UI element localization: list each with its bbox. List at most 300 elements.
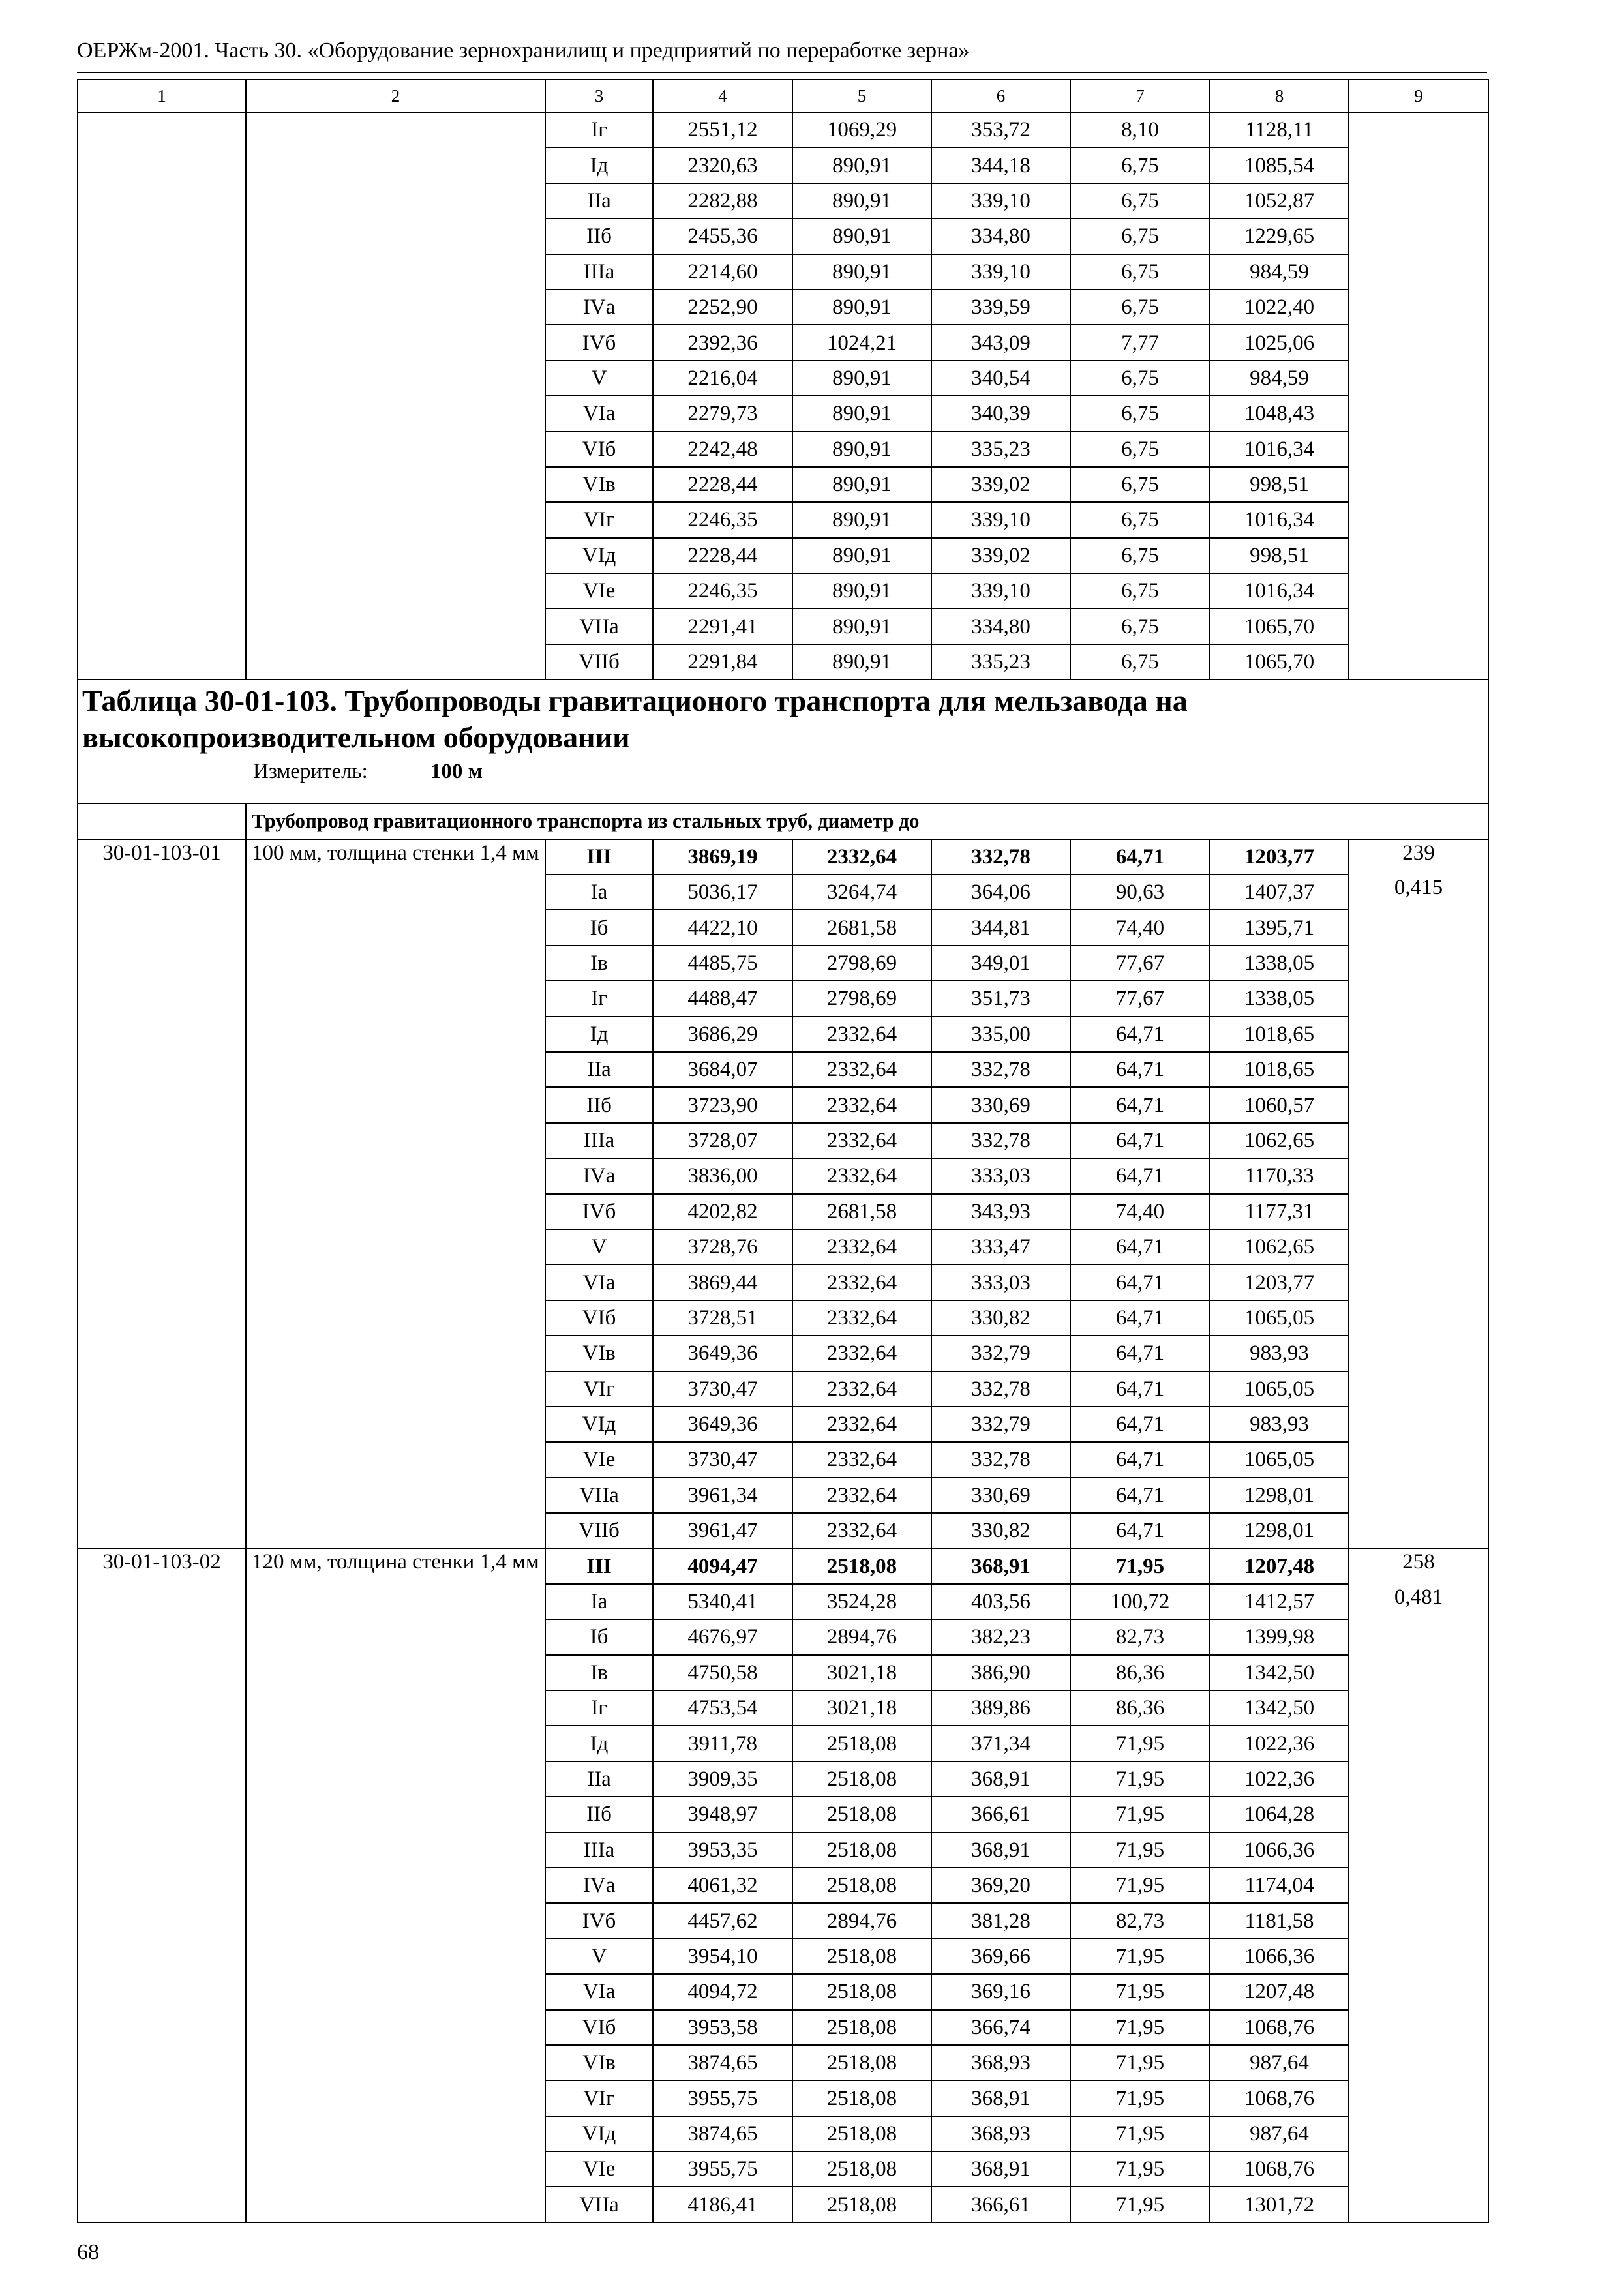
group-cell: VIв xyxy=(545,2045,653,2080)
driver-wages-cell: 6,75 xyxy=(1070,502,1210,537)
materials-cell: 1064,28 xyxy=(1210,1797,1349,1832)
materials-cell: 1065,05 xyxy=(1210,1442,1349,1477)
machines-cell: 371,34 xyxy=(931,1726,1070,1761)
driver-wages-cell: 6,75 xyxy=(1070,183,1210,218)
driver-wages-cell: 64,71 xyxy=(1070,1478,1210,1513)
total-cost-cell: 2392,36 xyxy=(653,325,792,360)
materials-cell: 1060,57 xyxy=(1210,1087,1349,1122)
total-cost-cell: 2242,48 xyxy=(653,432,792,467)
item-code: 30-01-103-01 xyxy=(78,839,246,1549)
driver-wages-cell: 8,10 xyxy=(1070,112,1210,147)
total-cost-cell: 5340,41 xyxy=(653,1584,792,1619)
materials-cell: 1407,37 xyxy=(1210,875,1349,910)
driver-wages-cell: 71,95 xyxy=(1070,2080,1210,2116)
materials-cell: 1068,76 xyxy=(1210,2151,1349,2187)
subheading: Трубопровод гравитационного транспорта из стальных труб, диаметр до xyxy=(246,803,1488,839)
total-cost-cell: 3953,35 xyxy=(653,1833,792,1868)
total-cost-cell: 2214,60 xyxy=(653,254,792,290)
labor-hours-cell: 239 xyxy=(1349,839,1488,875)
driver-wages-cell: 82,73 xyxy=(1070,1619,1210,1654)
materials-cell: 1207,48 xyxy=(1210,1974,1349,2009)
total-cost-cell: 3869,44 xyxy=(653,1264,792,1300)
materials-cell: 987,64 xyxy=(1210,2116,1349,2151)
total-cost-cell: 4457,62 xyxy=(653,1903,792,1938)
wages-cell: 2798,69 xyxy=(792,946,931,981)
materials-cell: 1177,31 xyxy=(1210,1194,1349,1229)
machinist-hours-cell: 0,415 xyxy=(1349,875,1488,1548)
wages-cell: 2332,64 xyxy=(792,1087,931,1122)
wages-cell: 3021,18 xyxy=(792,1655,931,1690)
driver-wages-cell: 64,71 xyxy=(1070,1371,1210,1407)
materials-cell: 1052,87 xyxy=(1210,183,1349,218)
wages-cell: 2518,08 xyxy=(792,2080,931,2116)
machines-cell: 330,82 xyxy=(931,1513,1070,1548)
materials-cell: 1016,34 xyxy=(1210,432,1349,467)
header-divider xyxy=(77,72,1487,73)
total-cost-cell: 2455,36 xyxy=(653,218,792,254)
wages-cell: 2518,08 xyxy=(792,2116,931,2151)
wages-cell: 890,91 xyxy=(792,432,931,467)
materials-cell: 1022,36 xyxy=(1210,1726,1349,1761)
total-cost-cell: 2291,41 xyxy=(653,608,792,644)
driver-wages-cell: 71,95 xyxy=(1070,1833,1210,1868)
total-cost-cell: 3911,78 xyxy=(653,1726,792,1761)
table-row xyxy=(78,112,1488,147)
total-cost-cell: 3961,47 xyxy=(653,1513,792,1548)
machines-cell: 386,90 xyxy=(931,1655,1070,1690)
total-cost-cell: 4422,10 xyxy=(653,910,792,945)
machines-cell: 332,79 xyxy=(931,1336,1070,1371)
machines-cell: 330,69 xyxy=(931,1478,1070,1513)
group-cell: Iа xyxy=(545,875,653,910)
total-cost-cell: 3955,75 xyxy=(653,2080,792,2116)
total-cost-cell: 3728,07 xyxy=(653,1123,792,1158)
total-cost-cell: 4488,47 xyxy=(653,981,792,1016)
group-cell: VIIб xyxy=(545,644,653,680)
materials-cell: 1412,57 xyxy=(1210,1584,1349,1619)
wages-cell: 2332,64 xyxy=(792,839,931,875)
wages-cell: 2681,58 xyxy=(792,1194,931,1229)
group-cell: Iг xyxy=(545,981,653,1016)
wages-cell: 2332,64 xyxy=(792,1264,931,1300)
column-number: 8 xyxy=(1210,80,1349,112)
total-cost-cell: 3649,36 xyxy=(653,1407,792,1442)
machines-cell: 332,78 xyxy=(931,839,1070,875)
machines-cell: 364,06 xyxy=(931,875,1070,910)
machines-cell: 335,23 xyxy=(931,644,1070,680)
machines-cell: 343,09 xyxy=(931,325,1070,360)
group-cell: V xyxy=(545,1939,653,1974)
materials-cell: 1338,05 xyxy=(1210,981,1349,1016)
machines-cell: 335,23 xyxy=(931,432,1070,467)
driver-wages-cell: 64,71 xyxy=(1070,1123,1210,1158)
driver-wages-cell: 90,63 xyxy=(1070,875,1210,910)
unit-line xyxy=(82,757,1484,786)
group-cell: VIд xyxy=(545,2116,653,2151)
group-cell: IVа xyxy=(545,1868,653,1903)
group-cell: VIб xyxy=(545,432,653,467)
wages-cell: 2798,69 xyxy=(792,981,931,1016)
table-body xyxy=(78,80,1488,2222)
total-cost-cell: 4094,72 xyxy=(653,1974,792,2009)
wages-cell: 2332,64 xyxy=(792,1158,931,1193)
group-cell: VIа xyxy=(545,1264,653,1300)
driver-wages-cell: 64,71 xyxy=(1070,1087,1210,1122)
materials-cell: 1068,76 xyxy=(1210,2010,1349,2045)
wages-cell: 2332,64 xyxy=(792,1336,931,1371)
driver-wages-cell: 64,71 xyxy=(1070,1300,1210,1336)
wages-cell: 2332,64 xyxy=(792,1371,931,1407)
materials-cell: 1181,58 xyxy=(1210,1903,1349,1938)
table-title-row xyxy=(78,680,1488,803)
subheading-row xyxy=(78,803,1488,839)
group-cell: VIг xyxy=(545,2080,653,2116)
driver-wages-cell: 64,71 xyxy=(1070,1229,1210,1264)
materials-cell: 984,59 xyxy=(1210,254,1349,290)
wages-cell: 3524,28 xyxy=(792,1584,931,1619)
group-cell: IIIа xyxy=(545,254,653,290)
total-cost-cell: 4094,47 xyxy=(653,1548,792,1583)
machines-cell: 339,10 xyxy=(931,183,1070,218)
item-description: 100 мм, толщина стенки 1,4 мм xyxy=(246,839,545,1549)
machines-cell: 368,93 xyxy=(931,2045,1070,2080)
wages-cell: 2518,08 xyxy=(792,1548,931,1583)
blank-resource-cell xyxy=(1349,112,1488,680)
machines-cell: 334,80 xyxy=(931,608,1070,644)
wages-cell: 2518,08 xyxy=(792,1726,931,1761)
total-cost-cell: 3961,34 xyxy=(653,1478,792,1513)
machines-cell: 335,00 xyxy=(931,1017,1070,1052)
materials-cell: 998,51 xyxy=(1210,538,1349,573)
driver-wages-cell: 71,95 xyxy=(1070,2151,1210,2187)
total-cost-cell: 2228,44 xyxy=(653,538,792,573)
materials-cell: 1062,65 xyxy=(1210,1229,1349,1264)
materials-cell: 1065,70 xyxy=(1210,608,1349,644)
materials-cell: 1399,98 xyxy=(1210,1619,1349,1654)
machines-cell: 339,10 xyxy=(931,573,1070,608)
unit-label: Измеритель: xyxy=(253,760,368,784)
item-description: 120 мм, толщина стенки 1,4 мм xyxy=(246,1548,545,2222)
materials-cell: 1203,77 xyxy=(1210,1264,1349,1300)
total-cost-cell: 3955,75 xyxy=(653,2151,792,2187)
machines-cell: 343,93 xyxy=(931,1194,1070,1229)
materials-cell: 1025,06 xyxy=(1210,325,1349,360)
group-cell: VIе xyxy=(545,1442,653,1477)
driver-wages-cell: 71,95 xyxy=(1070,2010,1210,2045)
driver-wages-cell: 6,75 xyxy=(1070,396,1210,431)
item-code: 30-01-103-02 xyxy=(78,1548,246,2222)
materials-cell: 1298,01 xyxy=(1210,1478,1349,1513)
machines-cell: 339,59 xyxy=(931,290,1070,325)
machines-cell: 368,91 xyxy=(931,1761,1070,1797)
materials-cell: 1066,36 xyxy=(1210,1833,1349,1868)
driver-wages-cell: 71,95 xyxy=(1070,2187,1210,2222)
wages-cell: 1069,29 xyxy=(792,112,931,147)
total-cost-cell: 2216,04 xyxy=(653,361,792,396)
wages-cell: 2518,08 xyxy=(792,1974,931,2009)
materials-cell: 1207,48 xyxy=(1210,1548,1349,1583)
materials-cell: 1338,05 xyxy=(1210,946,1349,981)
wages-cell: 2518,08 xyxy=(792,2010,931,2045)
driver-wages-cell: 6,75 xyxy=(1070,538,1210,573)
machines-cell: 382,23 xyxy=(931,1619,1070,1654)
group-cell: VIIа xyxy=(545,608,653,644)
total-cost-cell: 5036,17 xyxy=(653,875,792,910)
driver-wages-cell: 64,71 xyxy=(1070,1017,1210,1052)
machines-cell: 333,47 xyxy=(931,1229,1070,1264)
driver-wages-cell: 64,71 xyxy=(1070,839,1210,875)
driver-wages-cell: 82,73 xyxy=(1070,1903,1210,1938)
driver-wages-cell: 71,95 xyxy=(1070,1939,1210,1974)
page-number: 68 xyxy=(77,2240,99,2264)
materials-cell: 984,59 xyxy=(1210,361,1349,396)
group-cell: Iб xyxy=(545,910,653,945)
machines-cell: 366,61 xyxy=(931,2187,1070,2222)
blank-cell xyxy=(78,803,246,839)
total-cost-cell: 2320,63 xyxy=(653,147,792,183)
machines-cell: 334,80 xyxy=(931,218,1070,254)
total-cost-cell: 4753,54 xyxy=(653,1690,792,1726)
total-cost-cell: 4202,82 xyxy=(653,1194,792,1229)
column-number-row xyxy=(78,80,1488,112)
group-cell: IIб xyxy=(545,1087,653,1122)
labor-hours-cell: 258 xyxy=(1349,1548,1488,1583)
driver-wages-cell: 71,95 xyxy=(1070,1974,1210,2009)
driver-wages-cell: 71,95 xyxy=(1070,2045,1210,2080)
driver-wages-cell: 6,75 xyxy=(1070,644,1210,680)
materials-cell: 1068,76 xyxy=(1210,2080,1349,2116)
group-cell: Iд xyxy=(545,1726,653,1761)
total-cost-cell: 3836,00 xyxy=(653,1158,792,1193)
wages-cell: 3264,74 xyxy=(792,875,931,910)
group-cell: VIа xyxy=(545,396,653,431)
wages-cell: 890,91 xyxy=(792,573,931,608)
wages-cell: 2332,64 xyxy=(792,1052,931,1087)
group-cell: VIIа xyxy=(545,2187,653,2222)
group-cell: VIв xyxy=(545,467,653,502)
total-cost-cell: 3730,47 xyxy=(653,1442,792,1477)
total-cost-cell: 2246,35 xyxy=(653,502,792,537)
machines-cell: 369,20 xyxy=(931,1868,1070,1903)
machines-cell: 332,78 xyxy=(931,1052,1070,1087)
driver-wages-cell: 71,95 xyxy=(1070,1868,1210,1903)
group-cell: IVб xyxy=(545,1903,653,1938)
driver-wages-cell: 64,71 xyxy=(1070,1407,1210,1442)
machines-cell: 330,82 xyxy=(931,1300,1070,1336)
column-number: 2 xyxy=(246,80,545,112)
materials-cell: 1065,70 xyxy=(1210,644,1349,680)
driver-wages-cell: 77,67 xyxy=(1070,946,1210,981)
materials-cell: 1018,65 xyxy=(1210,1052,1349,1087)
group-cell: Iв xyxy=(545,946,653,981)
group-cell: V xyxy=(545,361,653,396)
group-cell: IIб xyxy=(545,1797,653,1832)
wages-cell: 2681,58 xyxy=(792,910,931,945)
machines-cell: 344,81 xyxy=(931,910,1070,945)
wages-cell: 2332,64 xyxy=(792,1513,931,1548)
group-cell: VIб xyxy=(545,2010,653,2045)
group-cell: Iб xyxy=(545,1619,653,1654)
materials-cell: 1062,65 xyxy=(1210,1123,1349,1158)
machines-cell: 332,78 xyxy=(931,1123,1070,1158)
machines-cell: 381,28 xyxy=(931,1903,1070,1938)
machines-cell: 369,16 xyxy=(931,1974,1070,2009)
wages-cell: 890,91 xyxy=(792,147,931,183)
machines-cell: 368,91 xyxy=(931,2080,1070,2116)
group-cell: VIд xyxy=(545,1407,653,1442)
driver-wages-cell: 64,71 xyxy=(1070,1052,1210,1087)
group-cell: IVа xyxy=(545,1158,653,1193)
total-cost-cell: 3874,65 xyxy=(653,2045,792,2080)
driver-wages-cell: 6,75 xyxy=(1070,432,1210,467)
machines-cell: 339,02 xyxy=(931,467,1070,502)
machines-cell: 366,74 xyxy=(931,2010,1070,2045)
materials-cell: 1016,34 xyxy=(1210,573,1349,608)
wages-cell: 890,91 xyxy=(792,502,931,537)
wages-cell: 2332,64 xyxy=(792,1300,931,1336)
item-total-row xyxy=(78,839,1488,875)
group-cell: V xyxy=(545,1229,653,1264)
total-cost-cell: 4061,32 xyxy=(653,1868,792,1903)
group-cell: VIе xyxy=(545,573,653,608)
machines-cell: 368,93 xyxy=(931,2116,1070,2151)
rates-table xyxy=(77,79,1489,2223)
group-cell: VIа xyxy=(545,1974,653,2009)
wages-cell: 2332,64 xyxy=(792,1017,931,1052)
group-cell: VIб xyxy=(545,1300,653,1336)
wages-cell: 2332,64 xyxy=(792,1407,931,1442)
driver-wages-cell: 6,75 xyxy=(1070,254,1210,290)
table-title: Таблица 30-01-103. Трубопроводы гравитационого транспорта для мельзавода на высокопроизводительном оборудовании xyxy=(82,684,1188,755)
wages-cell: 2894,76 xyxy=(792,1619,931,1654)
wages-cell: 890,91 xyxy=(792,218,931,254)
total-cost-cell: 3728,51 xyxy=(653,1300,792,1336)
total-cost-cell: 2291,84 xyxy=(653,644,792,680)
group-cell: VIе xyxy=(545,2151,653,2187)
machines-cell: 368,91 xyxy=(931,1833,1070,1868)
materials-cell: 1174,04 xyxy=(1210,1868,1349,1903)
materials-cell: 983,93 xyxy=(1210,1336,1349,1371)
group-cell: IVб xyxy=(545,1194,653,1229)
driver-wages-cell: 71,95 xyxy=(1070,1726,1210,1761)
materials-cell: 987,64 xyxy=(1210,2045,1349,2080)
machines-cell: 389,86 xyxy=(931,1690,1070,1726)
wages-cell: 2332,64 xyxy=(792,1478,931,1513)
machines-cell: 330,69 xyxy=(931,1087,1070,1122)
total-cost-cell: 3874,65 xyxy=(653,2116,792,2151)
column-number: 9 xyxy=(1349,80,1488,112)
materials-cell: 983,93 xyxy=(1210,1407,1349,1442)
total-cost-cell: 3953,58 xyxy=(653,2010,792,2045)
machines-cell: 332,78 xyxy=(931,1442,1070,1477)
total-cost-cell: 3909,35 xyxy=(653,1761,792,1797)
machines-cell: 353,72 xyxy=(931,112,1070,147)
wages-cell: 2518,08 xyxy=(792,2151,931,2187)
group-cell: IVа xyxy=(545,290,653,325)
driver-wages-cell: 7,77 xyxy=(1070,325,1210,360)
driver-wages-cell: 100,72 xyxy=(1070,1584,1210,1619)
total-cost-cell: 3869,19 xyxy=(653,839,792,875)
table-title-block xyxy=(78,680,1488,803)
machines-cell: 349,01 xyxy=(931,946,1070,981)
wages-cell: 2518,08 xyxy=(792,1868,931,1903)
wages-cell: 3021,18 xyxy=(792,1690,931,1726)
column-number: 5 xyxy=(792,80,931,112)
total-cost-cell: 3723,90 xyxy=(653,1087,792,1122)
wages-cell: 2332,64 xyxy=(792,1229,931,1264)
wages-cell: 890,91 xyxy=(792,254,931,290)
wages-cell: 890,91 xyxy=(792,290,931,325)
group-cell: Iа xyxy=(545,1584,653,1619)
group-cell: VIв xyxy=(545,1336,653,1371)
wages-cell: 890,91 xyxy=(792,396,931,431)
column-number: 1 xyxy=(78,80,246,112)
materials-cell: 1229,65 xyxy=(1210,218,1349,254)
column-number: 3 xyxy=(545,80,653,112)
driver-wages-cell: 71,95 xyxy=(1070,1797,1210,1832)
materials-cell: 1298,01 xyxy=(1210,1513,1349,1548)
driver-wages-cell: 86,36 xyxy=(1070,1655,1210,1690)
unit-value: 100 м xyxy=(430,760,483,784)
total-cost-cell: 4750,58 xyxy=(653,1655,792,1690)
blank-code-cell xyxy=(78,112,246,680)
materials-cell: 1301,72 xyxy=(1210,2187,1349,2222)
column-number: 6 xyxy=(931,80,1070,112)
group-cell: IIа xyxy=(545,1052,653,1087)
machines-cell: 332,78 xyxy=(931,1371,1070,1407)
wages-cell: 2518,08 xyxy=(792,1761,931,1797)
total-cost-cell: 3954,10 xyxy=(653,1939,792,1974)
group-cell: VIIа xyxy=(545,1478,653,1513)
driver-wages-cell: 71,95 xyxy=(1070,1548,1210,1583)
wages-cell: 890,91 xyxy=(792,467,931,502)
blank-description-cell xyxy=(246,112,545,680)
machines-cell: 340,39 xyxy=(931,396,1070,431)
total-cost-cell: 2228,44 xyxy=(653,467,792,502)
wages-cell: 890,91 xyxy=(792,183,931,218)
materials-cell: 998,51 xyxy=(1210,467,1349,502)
materials-cell: 1022,36 xyxy=(1210,1761,1349,1797)
driver-wages-cell: 6,75 xyxy=(1070,573,1210,608)
total-cost-cell: 4485,75 xyxy=(653,946,792,981)
group-cell: IIIа xyxy=(545,1833,653,1868)
driver-wages-cell: 64,71 xyxy=(1070,1442,1210,1477)
materials-cell: 1066,36 xyxy=(1210,1939,1349,1974)
driver-wages-cell: 74,40 xyxy=(1070,1194,1210,1229)
group-cell: IIIа xyxy=(545,1123,653,1158)
wages-cell: 1024,21 xyxy=(792,325,931,360)
group-cell: Iг xyxy=(545,112,653,147)
total-cost-cell: 2279,73 xyxy=(653,396,792,431)
column-number: 4 xyxy=(653,80,792,112)
group-cell: IIа xyxy=(545,183,653,218)
driver-wages-cell: 6,75 xyxy=(1070,467,1210,502)
total-cost-cell: 4676,97 xyxy=(653,1619,792,1654)
total-cost-cell: 2551,12 xyxy=(653,112,792,147)
total-cost-cell: 3728,76 xyxy=(653,1229,792,1264)
group-cell: VIд xyxy=(545,538,653,573)
total-cost-cell: 2246,35 xyxy=(653,573,792,608)
total-cost-cell: 2252,90 xyxy=(653,290,792,325)
machinist-hours-cell: 0,481 xyxy=(1349,1584,1488,2222)
materials-cell: 1342,50 xyxy=(1210,1690,1349,1726)
group-cell: IIб xyxy=(545,218,653,254)
total-cost-cell: 3948,97 xyxy=(653,1797,792,1832)
driver-wages-cell: 6,75 xyxy=(1070,290,1210,325)
machines-cell: 369,66 xyxy=(931,1939,1070,1974)
driver-wages-cell: 71,95 xyxy=(1070,1761,1210,1797)
wages-cell: 2518,08 xyxy=(792,2045,931,2080)
